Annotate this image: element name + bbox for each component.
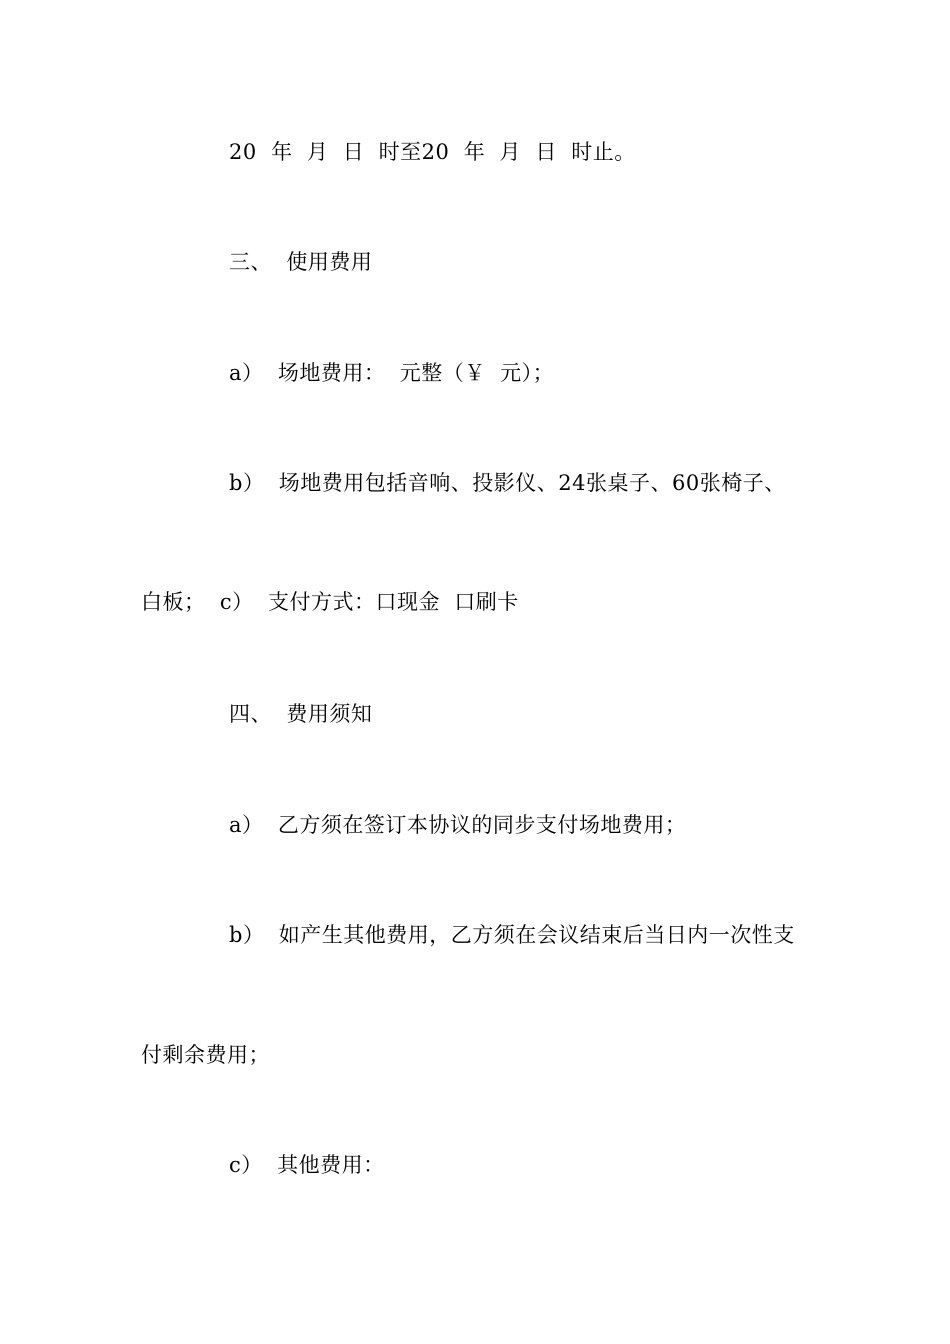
section-heading-fee-notice: 四、 费用须知 (229, 702, 373, 726)
clause-b-continued-and-c-payment: 白板； c） 支付方式：口现金 口刷卡 (141, 590, 519, 614)
clause-a-venue-fee: a） 场地费用： 元整（￥ 元）； (229, 361, 555, 385)
notice-clause-b: b） 如产生其他费用，乙方须在会议结束后当日内一次性支 (229, 923, 795, 947)
notice-clause-a: a） 乙方须在签订本协议的同步支付场地费用； (229, 813, 687, 837)
notice-clause-b-continued: 付剩余费用； (141, 1043, 270, 1067)
section-heading-usage-fee: 三、 使用费用 (229, 250, 373, 274)
clause-b-fee-includes: b） 场地费用包括音响、投影仪、24张桌子、60张椅子、 (229, 471, 786, 495)
notice-clause-c: c） 其他费用： (229, 1153, 385, 1177)
time-period-line: 20 年 月 日 时至20 年 月 日 时止。 (229, 140, 636, 164)
